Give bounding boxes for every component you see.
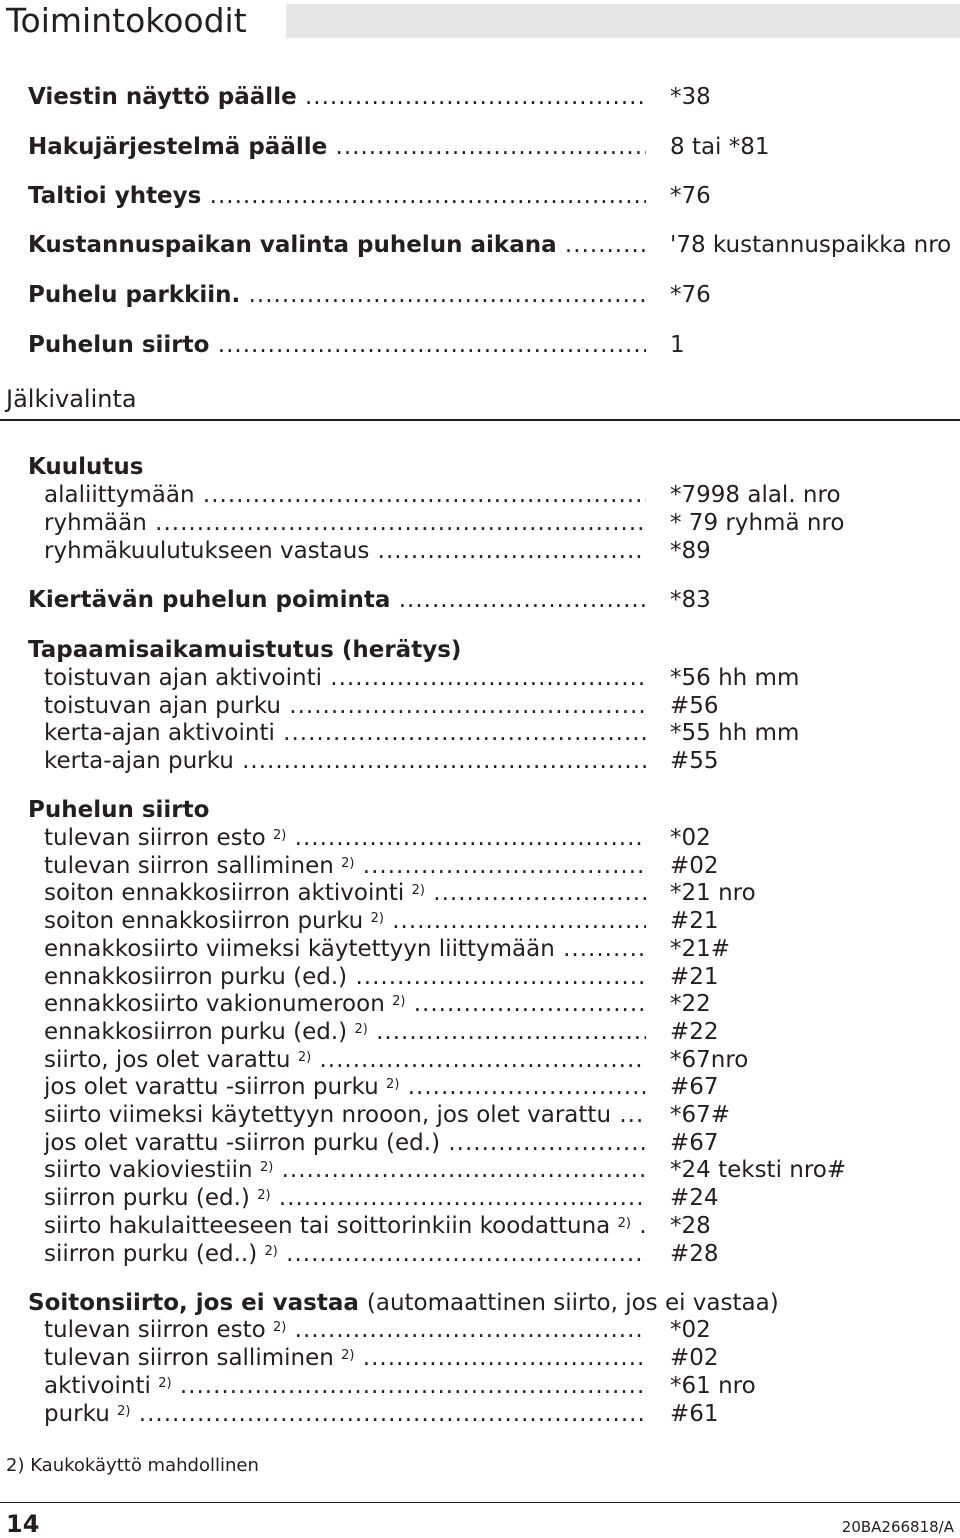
- page-number: 14: [6, 1510, 40, 1538]
- code-label: [44, 1400, 646, 1428]
- code-label-text: ennakkosiirron purku (ed.): [44, 1018, 348, 1045]
- code-value: *02: [670, 1317, 711, 1343]
- code-label-text: ennakkosiirto viimeksi käytettyyn liittymään: [44, 935, 555, 962]
- code-label: [44, 1046, 646, 1074]
- code-label-text: soiton ennakkosiirron purku: [44, 908, 364, 935]
- group-heading-soitonsiirto: [28, 1289, 779, 1317]
- code-label: [44, 1212, 646, 1240]
- footnote-marker: 2): [354, 1021, 368, 1037]
- code-label: alaliittymään .....: [44, 481, 646, 509]
- code-label: toistuvan ajan purku .....: [44, 692, 646, 720]
- code-label: [44, 1344, 646, 1372]
- code-label: [44, 1316, 646, 1344]
- code-label-text: jos olet varattu -siirron purku (ed.): [44, 1129, 441, 1156]
- code-value: #24: [670, 1185, 719, 1212]
- code-value: 8 tai *81: [670, 134, 770, 160]
- footnote-marker: 2): [273, 1320, 287, 1335]
- code-value: *67#: [670, 1102, 731, 1128]
- code-label-text: soiton ennakkosiirron aktivointi: [44, 880, 405, 907]
- code-value: *7998 alal. nro: [670, 482, 841, 508]
- footnote-marker: 2): [411, 883, 425, 899]
- code-value: *76: [670, 282, 711, 308]
- code-label: kerta-ajan aktivointi .....: [44, 719, 646, 747]
- group-heading-tapaamis: Tapaamisaikamuistutus (herätys): [28, 637, 462, 663]
- code-label: Kiertävän puhelun poiminta .....: [28, 586, 646, 614]
- group-heading-kuulutus: Kuulutus: [28, 454, 144, 480]
- code-value: #21: [670, 908, 719, 935]
- code-label: [44, 852, 646, 880]
- code-value: *28: [670, 1212, 711, 1239]
- code-value: *55 hh mm: [670, 720, 800, 746]
- code-label: [44, 879, 646, 907]
- code-label-text: siirto hakulaitteeseen tai soittorinkiin koodattuna: [44, 1212, 611, 1239]
- code-value: *24 teksti nro#: [670, 1157, 847, 1184]
- code-value: *76: [670, 183, 711, 209]
- code-label-text: ennakkosiirron purku (ed.): [44, 963, 348, 990]
- code-value: #61: [670, 1401, 719, 1427]
- code-value: *21 nro: [670, 880, 756, 907]
- code-label: [44, 1372, 646, 1400]
- code-label: [44, 935, 646, 963]
- page-title: Toimintokoodit: [6, 1, 247, 40]
- code-value: #21: [670, 963, 719, 990]
- footnote-marker: 2): [264, 1243, 278, 1259]
- code-label-text: tulevan siirron salliminen: [44, 852, 334, 879]
- code-label: Hakujärjestelmä päälle .....: [28, 133, 646, 161]
- code-value: #67: [670, 1129, 719, 1156]
- code-label: Kustannuspaikan valinta puhelun aikana .....: [28, 231, 646, 259]
- code-value: #02: [670, 852, 719, 879]
- footnote-marker: 2): [117, 1404, 131, 1419]
- footnote-marker: 2): [297, 1049, 312, 1065]
- code-label: Puhelu parkkiin. .....: [28, 281, 646, 309]
- code-label: toistuvan ajan aktivointi .....: [44, 664, 646, 692]
- footnote-marker: 2): [273, 828, 287, 843]
- code-label-text: purku: [44, 1401, 110, 1427]
- code-value: *56 hh mm: [670, 665, 800, 691]
- footnote-marker: 2): [392, 994, 406, 1010]
- code-label: Viestin näyttö päälle .....: [28, 83, 646, 111]
- code-label-text: siirto, jos olet varattu: [44, 1046, 291, 1073]
- code-value: 1: [670, 332, 685, 358]
- code-label: ryhmään .....: [44, 509, 646, 537]
- code-value: #28: [670, 1240, 719, 1267]
- code-value: '78 kustannuspaikka nro: [670, 232, 952, 258]
- code-value: #22: [670, 1018, 719, 1045]
- code-value: *21#: [670, 935, 731, 962]
- code-label-text: jos olet varattu -siirron purku: [44, 1074, 379, 1101]
- code-label-text: siirto viimeksi käytettyyn nrooon, jos olet varattu: [44, 1102, 612, 1128]
- code-value: * 79 ryhmä nro: [670, 510, 845, 536]
- code-label: [44, 1073, 646, 1101]
- code-label: ryhmäkuulutukseen vastaus .....: [44, 537, 646, 565]
- footnote-marker: 2): [341, 855, 355, 871]
- code-label: [44, 1101, 646, 1129]
- code-label: [44, 1184, 646, 1212]
- code-label: [44, 824, 646, 852]
- footnote-marker: 2): [386, 1077, 400, 1093]
- code-value: *02: [670, 825, 711, 851]
- code-label: [44, 990, 646, 1018]
- code-label-text: tulevan siirron salliminen: [44, 1345, 334, 1371]
- heading-bold-text: Soitonsiirto, jos ei vastaa: [28, 1290, 359, 1316]
- code-label-text: tulevan siirron esto: [44, 825, 266, 851]
- code-label: [44, 1240, 646, 1268]
- code-label-text: siirto vakioviestiin: [44, 1157, 253, 1184]
- code-label-text: tulevan siirron esto: [44, 1317, 266, 1343]
- code-value: *89: [670, 538, 711, 564]
- code-value: #02: [670, 1345, 719, 1371]
- code-label: [44, 1129, 646, 1157]
- section-divider: [0, 419, 960, 421]
- code-label-text: siirron purku (ed..): [44, 1240, 258, 1267]
- code-value: *61 nro: [670, 1373, 756, 1399]
- title-bar-decoration: [286, 4, 960, 38]
- code-label: [44, 963, 646, 991]
- heading-note-text: (automaattinen siirto, jos ei vastaa): [366, 1290, 779, 1316]
- code-label-text: ennakkosiirto vakionumeroon: [44, 991, 385, 1018]
- footnote-marker: 2): [158, 1376, 172, 1391]
- code-label: [44, 1018, 646, 1046]
- code-label: kerta-ajan purku .....: [44, 747, 646, 775]
- code-value: *83: [670, 587, 711, 613]
- footnote-marker: 2): [259, 1160, 274, 1176]
- code-value: #67: [670, 1074, 719, 1101]
- code-label: Puhelun siirto .....: [28, 331, 646, 359]
- code-value: #55: [670, 748, 719, 774]
- footer-divider: [0, 1502, 960, 1503]
- section-title: Jälkivalinta: [6, 385, 137, 413]
- footnote: 2) Kaukokäyttö mahdollinen: [6, 1455, 259, 1476]
- code-label: [44, 907, 646, 935]
- footnote-marker: 2): [617, 1215, 631, 1231]
- group-heading-puhelun-siirto: Puhelun siirto: [28, 797, 210, 823]
- code-value: *38: [670, 84, 711, 110]
- code-label-text: siirron purku (ed.): [44, 1185, 250, 1212]
- code-label: [44, 1156, 646, 1184]
- code-label: Taltioi yhteys .....: [28, 182, 646, 210]
- code-value: *22: [670, 991, 711, 1018]
- code-value: #56: [670, 693, 719, 719]
- code-label-text: aktivointi: [44, 1373, 151, 1399]
- footnote-marker: 2): [370, 911, 384, 927]
- code-value: *67nro: [670, 1046, 749, 1073]
- footnote-marker: 2): [341, 1348, 355, 1363]
- document-code: 20BA266818/A: [841, 1518, 954, 1536]
- footnote-marker: 2): [257, 1188, 271, 1204]
